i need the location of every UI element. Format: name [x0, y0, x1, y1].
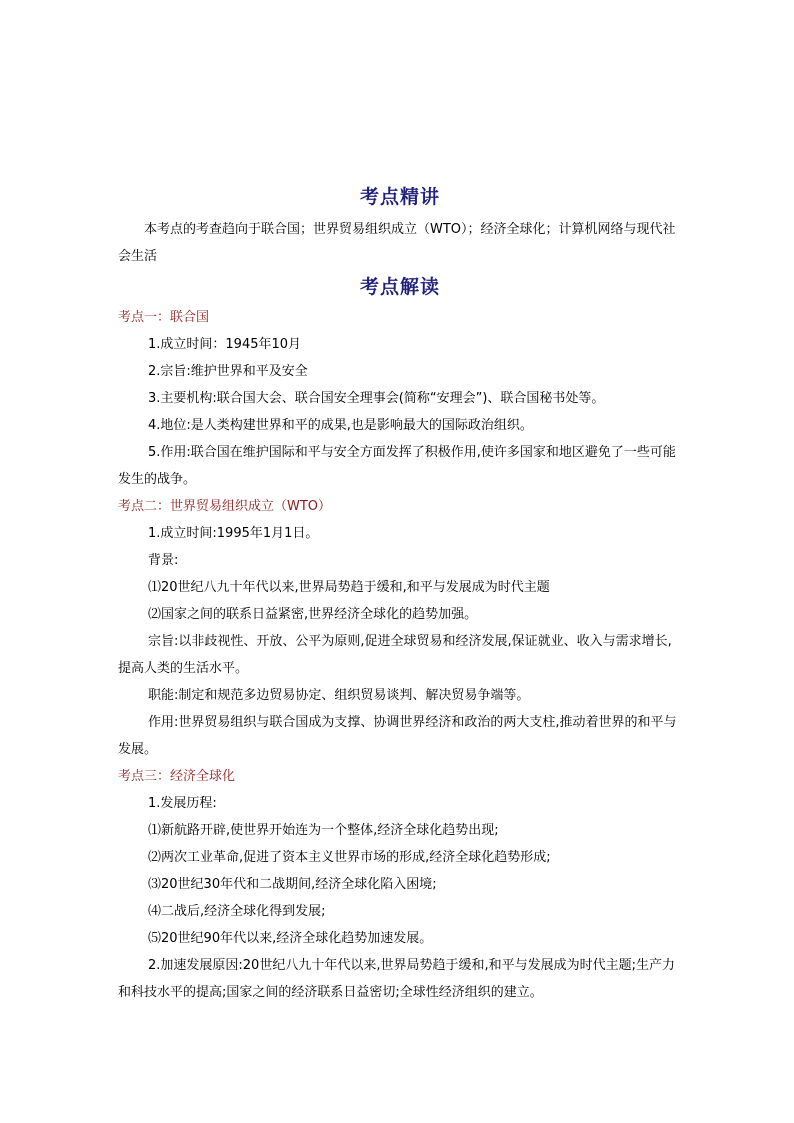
globalization-history-1: ⑴新航路开辟,使世界开始连为一个整体,经济全球化趋势出现;	[148, 823, 499, 838]
wto-background-label: 背景:	[148, 553, 179, 568]
globalization-acceleration-reasons: 2.加速发展原因:20世纪八九十年代以来,世界局势趋于缓和,和平与发展成为时代主题;生产力和科技水平的提高;国家之间的经济联系日益密切;全球性经济组织的建立。	[118, 958, 675, 1000]
wto-founding-time: 1.成立时间:1995年1月1日。	[148, 526, 319, 541]
topic-heading-globalization: 考点三：经济全球化	[118, 769, 236, 784]
wto-background-1: ⑴20世纪八九十年代以来,世界局势趋于缓和,和平与发展成为时代主题	[148, 580, 550, 595]
document-content	[118, 180, 682, 1006]
topic-heading-un: 考点一：联合国	[118, 310, 210, 325]
un-main-organs: 3.主要机构:联合国大会、联合国安全理事会(简称“安理会”)、联合国秘书处等。	[148, 391, 605, 406]
globalization-history-4: ⑷二战后,经济全球化得到发展;	[148, 904, 326, 919]
globalization-history-label: 1.发展历程:	[148, 796, 217, 811]
intro-paragraph: 本考点的考查趋向于联合国；世界贸易组织成立（WTO）；经济全球化；计算机网络与现代社会生活	[118, 222, 676, 264]
wto-functions: 职能:制定和规范多边贸易协定、组织贸易谈判、解决贸易争端等。	[148, 688, 530, 703]
wto-background-2: ⑵国家之间的联系日益紧密,世界经济全球化的趋势加强。	[148, 607, 478, 622]
section-title-interpretation: 考点解读	[359, 276, 440, 298]
wto-role: 作用:世界贸易组织与联合国成为支撑、协调世界经济和政治的两大支柱,推动着世界的和平与发展。	[118, 715, 677, 757]
un-role: 5.作用:联合国在维护国际和平与安全方面发挥了积极作用,使许多国家和地区避免了一些可能发生的战争。	[118, 445, 676, 487]
section-title-key-points: 考点精讲	[359, 186, 440, 208]
wto-purpose: 宗旨:以非歧视性、开放、公平为原则,促进全球贸易和经济发展,保证就业、收入与需求增长,提高人类的生活水平。	[118, 634, 672, 676]
un-purpose: 2.宗旨:维护世界和平及安全	[148, 364, 308, 379]
un-status: 4.地位:是人类构建世界和平的成果,也是影响最大的国际政治组织。	[148, 418, 533, 433]
globalization-history-5: ⑸20世纪90年代以来,经济全球化趋势加速发展。	[148, 931, 433, 946]
topic-heading-wto: 考点二：世界贸易组织成立（WTO）	[118, 499, 332, 514]
globalization-history-3: ⑶20世纪30年代和二战期间,经济全球化陷入困境;	[148, 877, 437, 892]
un-founding-time: 1.成立时间：1945年10月	[148, 337, 302, 352]
globalization-history-2: ⑵两次工业革命,促进了资本主义世界市场的形成,经济全球化趋势形成;	[148, 850, 551, 865]
